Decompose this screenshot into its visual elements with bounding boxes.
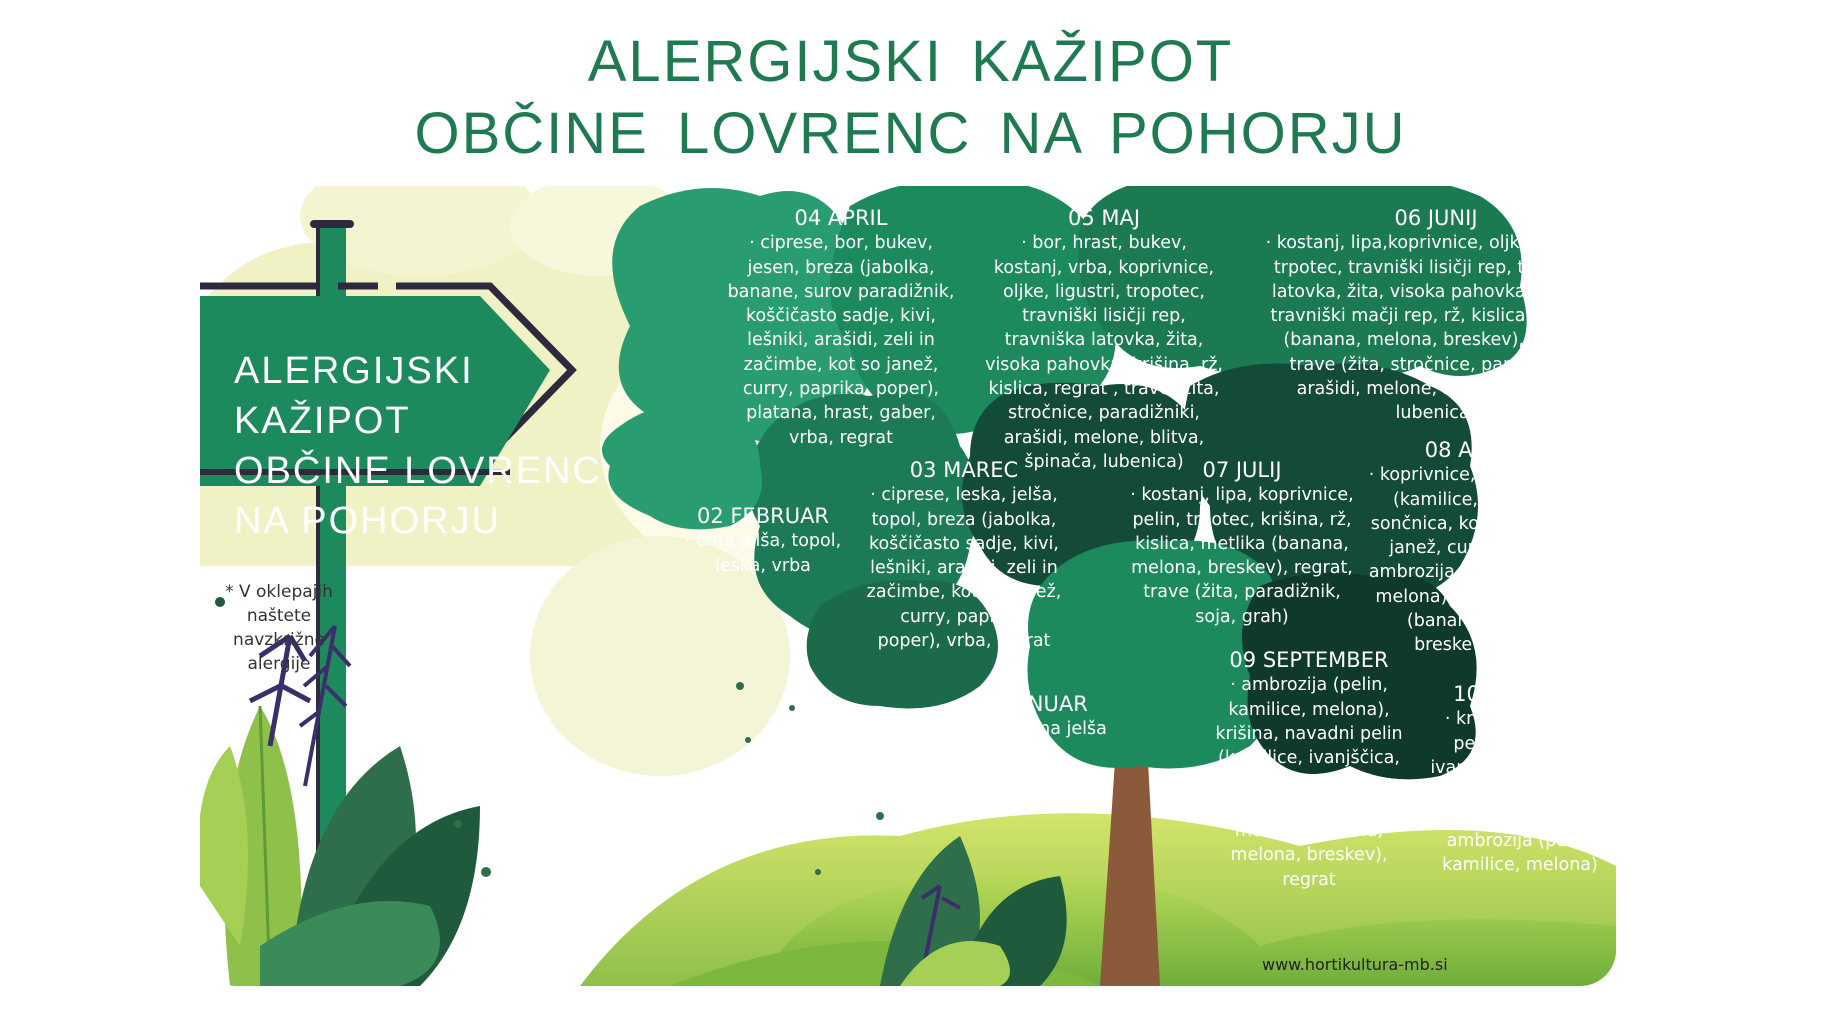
month-allergens: · ambrozija (pelin, kamilice, melona), krišina, navadni pelin (kamilice, ivanjščica, sončnica, korenje, zelena, janež, curry), metlika (banana, melona, breskev), regrat <box>1215 675 1403 890</box>
month-name: 10 OKTOBER <box>1453 682 1587 706</box>
sign-line-4: NA POHORJU <box>234 500 502 542</box>
month-september <box>1202 648 1416 892</box>
month-name: 03 MAREC <box>909 458 1019 482</box>
month-allergens: · krišina, navadni pelin (kamilice, ivanjščica, sončnica, korenje, zelena, janež, curry), ambrozija (pelin, kamilice, melona) <box>1430 709 1610 876</box>
sign-line-1: ALERGIJSKI <box>234 350 474 392</box>
month-allergens: · ciprese, bor, bukev, jesen, breza (jabolka, banane, surov paradižnik, koščičasto sadje, kivi, lešniki, arašidi, zeli in začimbe, kot so janež, curry, paprika, poper), platana, hrast, gaber, vrba, regrat <box>727 233 955 448</box>
month-name: 08 AVGUST <box>1424 438 1544 462</box>
month-allergens: · leska, črna jelša <box>955 719 1107 740</box>
page-title-line-1: ALERGIJSKI KAŽIPOT <box>587 29 1234 94</box>
cross-allergy-note: * V oklepajih naštete navzkrižne alergije <box>225 582 333 674</box>
month-allergens: · koprivnice, navadni pelin (kamilice, ivanjščica, sončnica, korenje, zelena, janež, curry), trpotec, ambrozija (pelin, kamilice, melona), krišina, metlika (banana, melona, breskev), regrat <box>1368 465 1600 656</box>
month-allergens: · kostanj, lipa, koprivnice, pelin, trpotec, krišina, rž, kislica, metlika (banana, melona, breskev), regrat, trave (žita, paradižnik, soja, grah) <box>1130 485 1354 627</box>
month-name: 02 FEBRUAR <box>696 504 830 528</box>
month-januar <box>936 692 1126 742</box>
month-avgust <box>1364 438 1604 658</box>
month-name: 06 JUNIJ <box>1394 206 1478 230</box>
page-title-line-2: OBČINE LOVRENC NA POHORJU <box>414 101 1407 166</box>
month-julij <box>1128 458 1356 629</box>
month-april <box>725 206 957 450</box>
month-marec <box>866 458 1062 653</box>
website-link[interactable]: www.hortikultura-mb.si <box>1262 955 1448 974</box>
month-allergens: · ciprese, leska, jelša, topol, breza (jabolka, koščičasto sadje, kivi, lešniki, arašidi, zeli in začimbe, kot so janež, curry, paprika, poper), vrba, regrat <box>866 485 1062 652</box>
month-maj <box>985 206 1223 474</box>
month-oktober <box>1430 682 1610 877</box>
month-name: 04 APRIL <box>794 206 888 230</box>
sign-text <box>234 346 602 546</box>
month-februar <box>676 504 850 578</box>
month-allergens: · črna jelša, topol, leska, vrba <box>684 531 842 576</box>
month-name: 01 JANUAR <box>974 692 1088 716</box>
month-name: 09 SEPTEMBER <box>1229 648 1389 672</box>
month-name: 07 JULIJ <box>1202 458 1282 482</box>
month-allergens: · kostanj, lipa,koprivnice, oljke, ligustri, trpotec, travniški lisičji rep, travniška latovka, žita, visoka pahovka, krišina, travniški mačji rep, rž, kislica, metlika (banana, melona, breskev), regrat, trave (žita, stročnice, paradižniki, arašidi, melone, blitva, špinača, lubenica) <box>1265 233 1607 424</box>
month-name: 05 MAJ <box>1067 206 1141 230</box>
sign-line-2: KAŽIPOT <box>234 400 411 442</box>
sign-line-3: OBČINE LOVRENC <box>234 450 602 492</box>
month-allergens: · bor, hrast, bukev, kostanj, vrba, koprivnice, oljke, ligustri, tropotec, travniški lisičji rep, travniška latovka, žita, visoka pahovka, krišina, rž, kislica, regrat , trave (žita, stročnice, paradižniki, arašidi, melone, blitva, špinača, lubenica) <box>985 233 1223 472</box>
month-junij <box>1258 206 1614 426</box>
